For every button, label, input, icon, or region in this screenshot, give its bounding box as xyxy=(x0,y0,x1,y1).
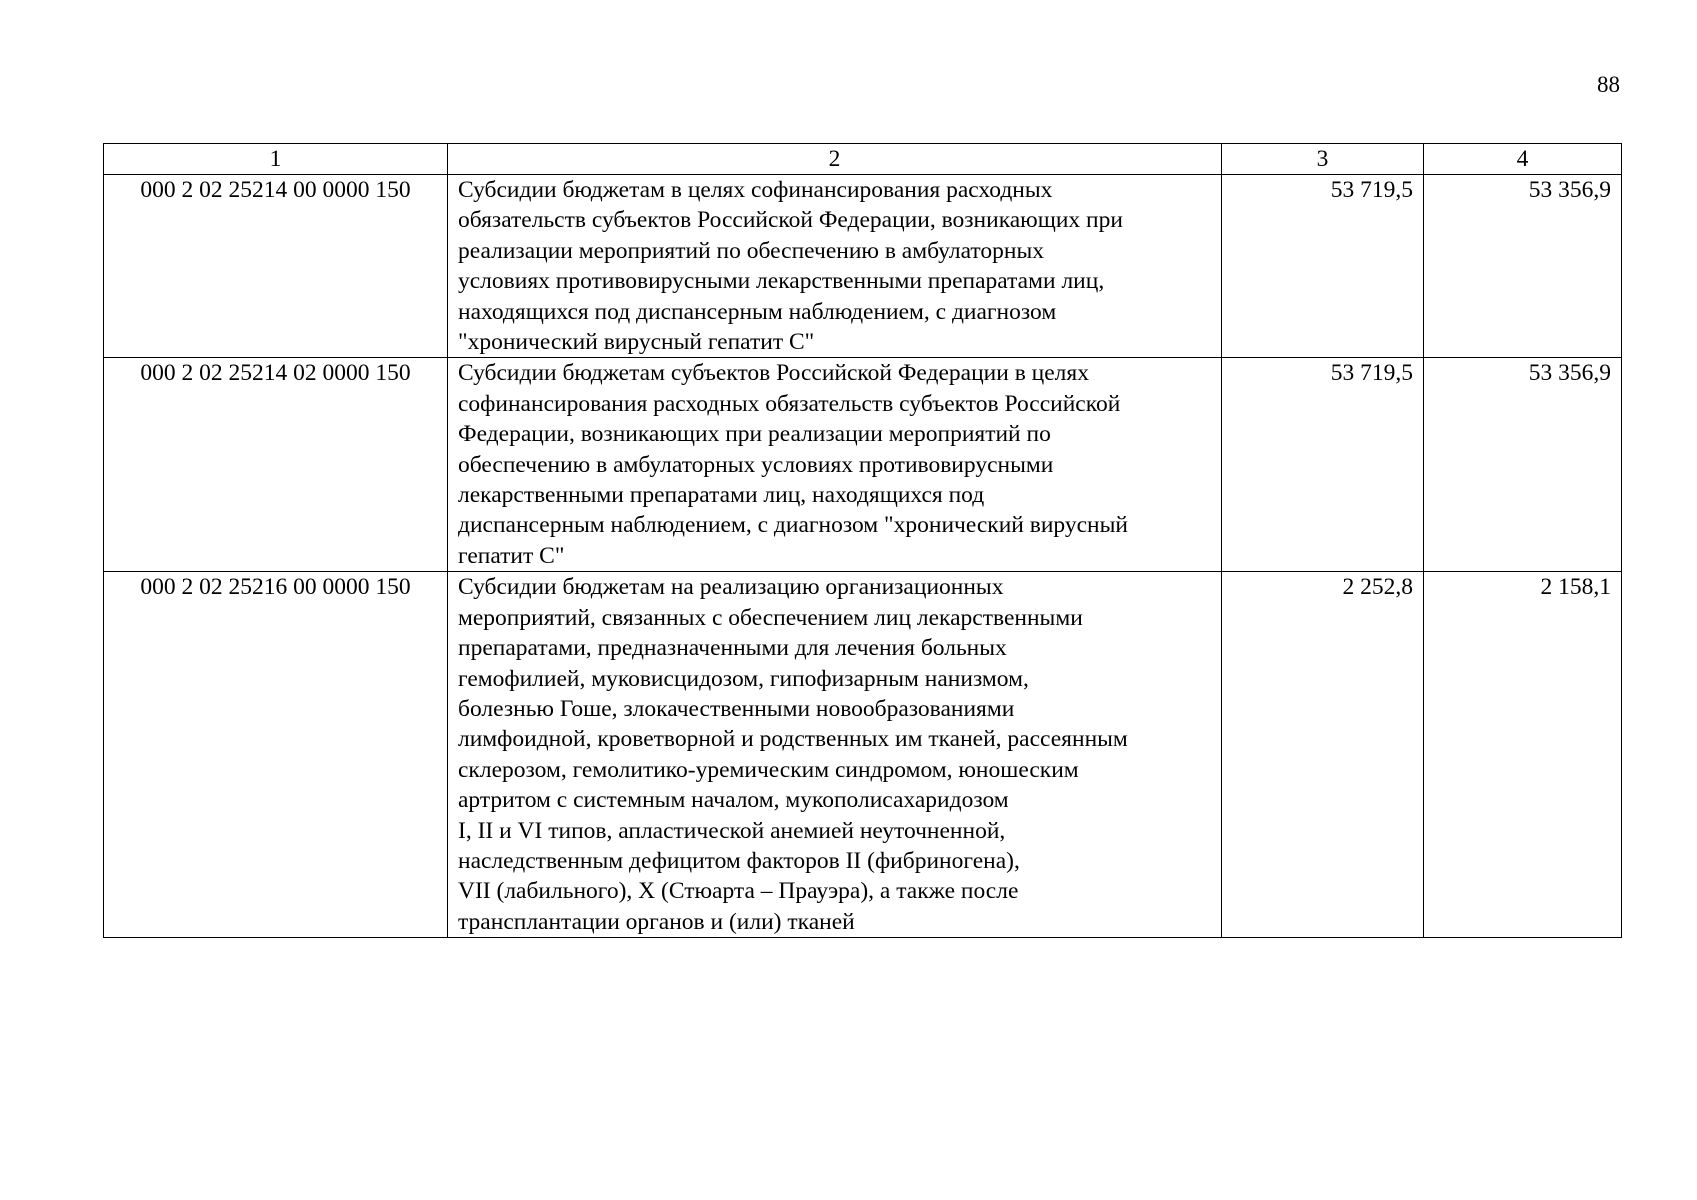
income-description xyxy=(448,572,1222,938)
description-line: лимфоидной, кроветворной и родственных им тканей, рассеянным xyxy=(458,726,1128,753)
classification-code: 000 2 02 25216 00 0000 150 xyxy=(104,572,448,938)
classification-code: 000 2 02 25214 02 0000 150 xyxy=(104,358,448,572)
amount-col4: 53 356,9 xyxy=(1424,175,1622,358)
description-line: наследственным дефицитом факторов II (фибриногена), xyxy=(458,847,1020,874)
column-header-2: 2 xyxy=(448,144,1222,175)
amount-col3: 2 252,8 xyxy=(1222,572,1424,938)
description-line: артритом с системным началом, мукополисахаридозом xyxy=(458,787,1009,814)
description-line: склерозом, гемолитико-уремическим синдромом, юношеским xyxy=(458,756,1079,783)
column-header-3: 3 xyxy=(1222,144,1424,175)
table-row xyxy=(104,572,1622,938)
description-line: Федерации, возникающих при реализации мероприятий по xyxy=(458,421,1051,448)
description-line: Субсидии бюджетам в целях софинансирования расходных xyxy=(458,177,1053,203)
description-line: мероприятий, связанных с обеспечением лиц лекарственными xyxy=(458,604,1083,631)
table-row xyxy=(104,358,1622,572)
description-line: лекарственными препаратами лиц, находящихся под xyxy=(458,482,985,509)
description-line: условиях противовирусными лекарственными препаратами лиц, xyxy=(458,268,1105,295)
description-line: трансплантации органов и (или) тканей xyxy=(458,908,855,935)
budget-table xyxy=(103,143,1622,938)
amount-col4: 2 158,1 xyxy=(1424,572,1622,938)
table-header-row xyxy=(104,144,1622,175)
amount-col3: 53 719,5 xyxy=(1222,358,1424,572)
description-line: "хронический вирусный гепатит С" xyxy=(458,329,815,356)
description-line: препаратами, предназначенными для лечения больных xyxy=(458,635,1007,662)
amount-col4: 53 356,9 xyxy=(1424,358,1622,572)
classification-code: 000 2 02 25214 00 0000 150 xyxy=(104,175,448,358)
table-row xyxy=(104,175,1622,358)
income-description xyxy=(448,358,1222,572)
amount-col3: 53 719,5 xyxy=(1222,175,1424,358)
description-line: диспансерным наблюдением, с диагнозом "хронический вирусный xyxy=(458,512,1128,539)
description-line: Субсидии бюджетам субъектов Российской Федерации в целях xyxy=(458,360,1089,387)
description-line: гемофилией, муковисцидозом, гипофизарным нанизмом, xyxy=(458,665,1029,692)
description-line: реализации мероприятий по обеспечению в амбулаторных xyxy=(458,237,1045,264)
description-line: I, II и VI типов, апластической анемией неуточненной, xyxy=(458,817,1006,844)
page-number: 88 xyxy=(1597,72,1620,97)
description-line: софинансирования расходных обязательств субъектов Российской xyxy=(458,390,1121,417)
description-line: VII (лабильного), X (Стюарта – Прауэра), а также после xyxy=(458,878,1019,905)
description-line: обязательств субъектов Российской Федерации, возникающих при xyxy=(458,207,1123,234)
description-line: находящихся под диспансерным наблюдением, с диагнозом xyxy=(458,298,1057,325)
description-line: болезнью Гоше, злокачественными новообразованиями xyxy=(458,695,1015,722)
column-header-1: 1 xyxy=(104,144,448,175)
column-header-4: 4 xyxy=(1424,144,1622,175)
income-description xyxy=(448,175,1222,358)
description-line: гепатит С" xyxy=(458,542,565,569)
description-line: Субсидии бюджетам на реализацию организационных xyxy=(458,574,1004,601)
description-line: обеспечению в амбулаторных условиях противовирусными xyxy=(458,451,1054,478)
